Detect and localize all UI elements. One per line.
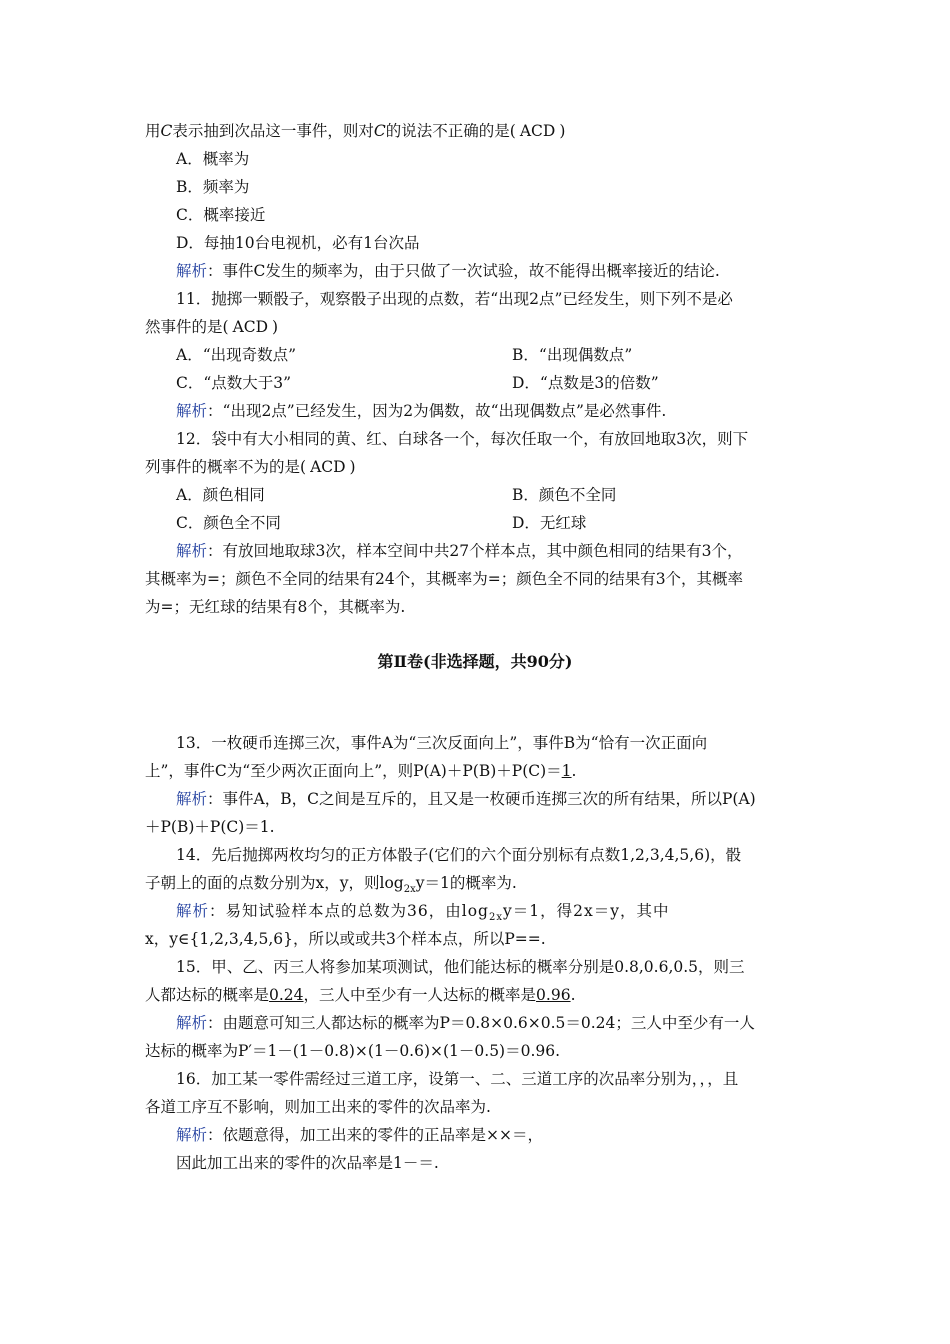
q11-option-b: B．“出现偶数点” [512, 346, 633, 364]
q10-option-b: B．频率为 [176, 178, 250, 196]
q15-answer-2: 0.96 [536, 986, 571, 1004]
q10-option-d: D．每抽10台电视机，必有1台次品 [176, 234, 420, 252]
jiexi-label: 解析 [176, 402, 208, 420]
q13-answer: 1 [561, 762, 572, 780]
q12-explanation-line3: 为=；无红球的结果有8个，其概率为. [145, 598, 406, 616]
q16-stem-line1: 16．加工某一零件需经过三道工序，设第一、二、三道工序的次品率分别为，，，且 [176, 1070, 739, 1088]
q12-option-a: A．颜色相同 [176, 486, 265, 504]
q12-stem-line2: 列事件的概率不为的是( ACD ) [145, 458, 356, 476]
q13-stem-line2: 上”，事件C为“至少两次正面向上”，则P(A)＋P(B)＋P(C)＝1. [145, 762, 577, 780]
q16-explanation-line1: 解析：依题意得，加工出来的零件的正品率是××＝， [176, 1126, 543, 1144]
q11-stem-line1: 11．抛掷一颗骰子，观察骰子出现的点数，若“出现2点”已经发生，则下列不是必 [176, 290, 733, 308]
q15-stem-line2: 人都达标的概率是0.24，三人中至少有一人达标的概率是0.96. [145, 986, 576, 1004]
q14-stem-line1: 14．先后抛掷两枚均匀的正方体骰子(它们的六个面分别标有点数1,2,3,4,5,6)，骰 [176, 846, 742, 864]
jiexi-label: 解析 [176, 542, 208, 560]
q16-explanation-line2: 因此加工出来的零件的次品率是1－＝. [176, 1154, 439, 1172]
jiexi-label: 解析 [176, 790, 208, 808]
q13-stem-line1: 13．一枚硬币连掷三次，事件A为“三次反面向上”，事件B为“恰有一次正面向 [176, 734, 708, 752]
jiexi-label: 解析 [176, 902, 210, 920]
q12-explanation-line1: 解析：有放回地取球3次，样本空间中共27个样本点，其中颜色相同的结果有3个， [176, 542, 743, 560]
jiexi-label: 解析 [176, 1014, 208, 1032]
q10-option-c: C．概率接近 [176, 206, 266, 224]
q12-stem-line1: 12．袋中有大小相同的黄、红、白球各一个，每次任取一个，有放回地取3次，则下 [176, 430, 749, 448]
q10-explanation: 解析：事件C发生的频率为，由于只做了一次试验，故不能得出概率接近的结论. [176, 262, 720, 280]
q12-answer: ACD [310, 458, 346, 476]
q15-stem-line1: 15．甲、乙、丙三人将参加某项测试，他们能达标的概率分别是0.8,0.6,0.5，则三 [176, 958, 745, 976]
q12-option-b: B．颜色不全同 [512, 486, 617, 504]
q14-stem-line2: 子朝上的面的点数分别为x，y，则$\log_{2x}y=1$的概率为. [145, 874, 517, 896]
q11-option-a: A．“出现奇数点” [176, 346, 297, 364]
q12-explanation-line2: 其概率为=；颜色不全同的结果有24个，其概率为=；颜色全不同的结果有3个，其概率 [145, 570, 744, 588]
q15-answer-1: 0.24 [269, 986, 304, 1004]
q11-option-c: C．“点数大于3” [176, 374, 292, 392]
jiexi-label: 解析 [176, 262, 208, 280]
q14-explanation-line2: x，y∈{1,2,3,4,5,6}，所以或或共3个样本点，所以P==. [145, 930, 546, 948]
q12-option-c: C．颜色全不同 [176, 514, 281, 532]
q11-explanation: 解析：“出现2点”已经发生，因为2为偶数，故“出现偶数点”是必然事件. [176, 402, 667, 420]
q10-option-a: A．概率为 [176, 150, 250, 168]
q11-stem-line2: 然事件的是( ACD ) [145, 318, 279, 336]
q15-explanation-line2: 达标的概率为P′＝1－(1－0.8)×(1－0.6)×(1－0.5)＝0.96. [145, 1042, 561, 1060]
q15-explanation-line1: 解析：由题意可知三人都达标的概率为P＝0.8×0.6×0.5＝0.24；三人中至少有一人 [176, 1014, 755, 1032]
q10-stem: 用C表示抽到次品这一事件，则对C的说法不正确的是( ACD ) [145, 122, 566, 140]
q11-option-d: D．“点数是3的倍数” [512, 374, 659, 392]
q12-option-d: D．无红球 [512, 514, 587, 532]
jiexi-label: 解析 [176, 1126, 208, 1144]
q10-answer: ACD [519, 122, 556, 140]
q11-answer: ACD [232, 318, 269, 336]
q14-explanation-line1: 解析：易知试验样本点的总数为36，由$\log_{2x}y=1$，得2x＝y，其中 [176, 902, 670, 924]
q13-explanation-line2: ＋P(B)＋P(C)＝1. [145, 818, 275, 836]
q13-explanation-line1: 解析：事件A，B，C之间是互斥的，且又是一枚硬币连掷三次的所有结果，所以P(A) [176, 790, 756, 808]
q16-stem-line2: 各道工序互不影响，则加工出来的零件的次品率为. [145, 1098, 491, 1116]
section-title: 第Ⅱ卷(非选择题，共90分) [377, 652, 573, 671]
